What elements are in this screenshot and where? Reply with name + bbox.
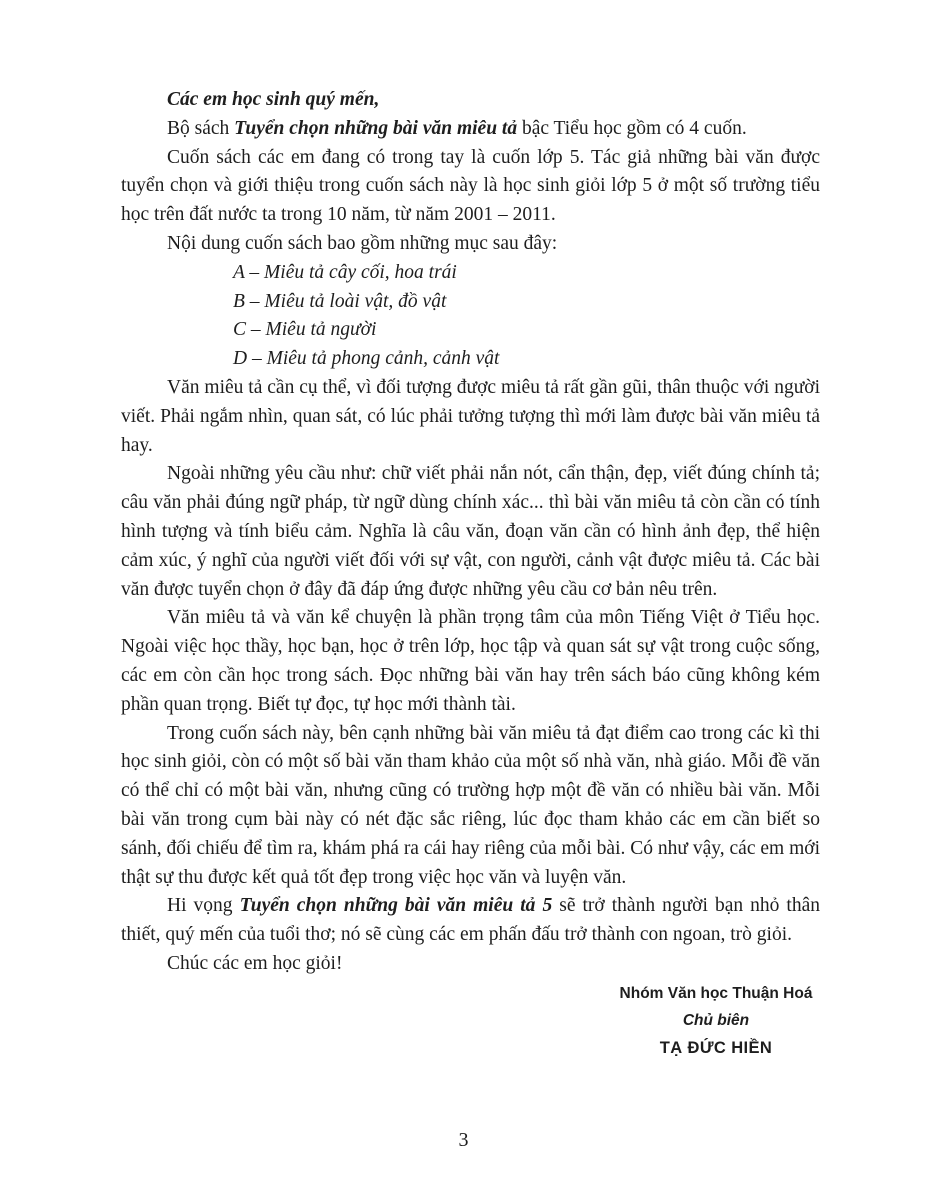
paragraph-hope <box>121 892 820 950</box>
section-item-a: A – Miêu tả cây cối, hoa trái <box>233 261 457 283</box>
signature-block <box>610 980 822 1063</box>
book-title-emphasis: Tuyển chọn những bài văn miêu tả <box>234 117 518 139</box>
section-list <box>121 259 820 374</box>
preface-content <box>121 86 820 1062</box>
signature-group: Nhóm Văn học Thuận Hoá <box>619 984 813 1002</box>
text-run: Hi vọng <box>167 895 240 917</box>
closing-wish: Chúc các em học giỏi! <box>167 952 343 974</box>
paragraph-core-subject: Văn miêu tả và văn kể chuyện là phần trọng tâm của môn Tiếng Việt ở Tiểu học. Ngoài việc học thầy, học bạn, học ở trên lớp, học tập và quan sát sự vật trong cuộc sống, các em còn cần học trong sách. Đọc những bài văn hay trên sách báo cũng không kém phần quan trọng. Biết tự đọc, tự học mới thành tài. <box>121 607 820 715</box>
section-item-b: B – Miêu tả loài vật, đồ vật <box>233 290 447 312</box>
paragraph-concrete: Văn miêu tả cần cụ thể, vì đối tượng được miêu tả rất gần gũi, thân thuộc với người viết. Phải ngắm nhìn, quan sát, có lúc phải tưởng tượng thì mới làm được bài văn miêu tả hay. <box>121 376 820 456</box>
paragraph-series-intro <box>121 115 820 144</box>
signature-role: Chủ biên <box>682 1012 750 1030</box>
text-run: sẽ trở thành người bạn nhỏ thân thiết, quý mến của tuổi thơ; nó sẽ cùng các em phấn đấu trở thành con ngoan, trò giỏi. <box>121 895 820 946</box>
text-run: bậc Tiểu học gồm có 4 cuốn. <box>517 117 747 139</box>
salutation: Các em học sinh quý mến, <box>167 89 380 110</box>
paragraph-requirements: Ngoài những yêu cầu như: chữ viết phải nắn nót, cẩn thận, đẹp, viết đúng chính tả; câu văn phải đúng ngữ pháp, từ ngữ dùng chính xác... thì bài văn miêu tả còn cần có tính hình tượng và tính biểu cảm. Nghĩa là câu văn, đoạn văn cần có hình ảnh đẹp, thể hiện cảm xúc, ý nghĩ của người viết đối với sự vật, con người, cảnh vật được miêu tả. Các bài văn được tuyển chọn ở đây đã đáp ứng được những yêu cầu cơ bản nêu trên. <box>121 463 820 600</box>
signature-name: TẠ ĐỨC HIỀN <box>659 1038 773 1057</box>
section-item-d: D – Miêu tả phong cảnh, cảnh vật <box>233 348 500 370</box>
paragraph-grade5: Cuốn sách các em đang có trong tay là cuốn lớp 5. Tác giả những bài văn được tuyển chọn và giới thiệu trong cuốn sách này là học sinh giỏi lớp 5 ở một số trường tiểu học trên đất nước ta trong 10 năm, từ năm 2001 – 2011. <box>121 146 820 226</box>
paragraph-reference-essays: Trong cuốn sách này, bên cạnh những bài văn miêu tả đạt điểm cao trong các kì thi học sinh giỏi, còn có một số bài văn tham khảo của một số nhà văn, nhà giáo. Mỗi đề văn có thể chỉ có một bài văn, nhưng cũng có trường hợp một đề văn có nhiều bài văn. Mỗi bài văn trong cụm bài này có nét đặc sắc riêng, lúc đọc tham khảo các em cần biết so sánh, đối chiếu để tìm ra, khám phá ra cái hay riêng của mỗi bài. Có như vậy, các em mới thật sự thu được kết quả tốt đẹp trong việc học văn và luyện văn. <box>121 722 820 888</box>
text-run: Bộ sách <box>167 117 235 139</box>
book-title-emphasis: Tuyển chọn những bài văn miêu tả 5 <box>239 895 553 917</box>
page-number: 3 <box>458 1129 469 1151</box>
section-item-c: C – Miêu tả người <box>233 319 377 341</box>
paragraph-contents-lead: Nội dung cuốn sách bao gồm những mục sau đây: <box>167 232 558 254</box>
